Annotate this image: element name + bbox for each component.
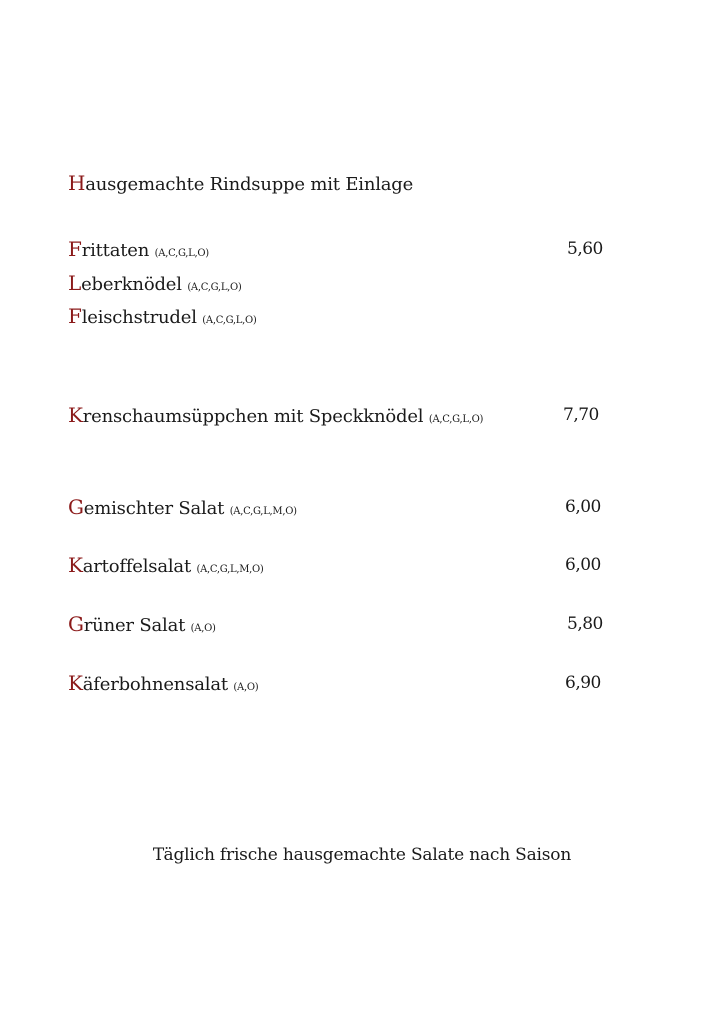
item-allergens: (A,C,G,L,O) [202,315,257,326]
item-initial: K [68,553,83,577]
item-initial: K [68,403,83,427]
menu-item-gemischter-salat [68,495,297,519]
item-allergens: (A,C,G,L,M,O) [229,506,297,517]
item-initial: G [68,495,84,519]
item-name: leischstrudel [81,307,197,328]
menu-item-fleischstrudel [68,304,257,328]
item-initial: F [68,237,82,261]
menu-item-gruener-salat [68,612,216,636]
item-allergens: (A,O) [190,623,216,634]
item-allergens: (A,O) [233,682,259,693]
price-frittaten: 5,60 [567,239,603,259]
soup-heading-text: ausgemachte Rindsuppe mit Einlage [85,174,414,195]
item-name: rittaten [81,240,150,261]
item-allergens: (A,C,G,L,O) [428,414,484,425]
item-name: artoffelsalat [82,556,191,577]
item-allergens: (A,C,G,L,M,O) [196,564,264,575]
item-name: äferbohnensalat [82,674,228,695]
item-name: eberknödel [81,274,182,295]
menu-item-frittaten [68,237,209,261]
price-kartoffelsalat: 6,00 [565,555,601,575]
menu-item-krenschaum [68,403,483,427]
price-kaeferbohnensalat: 6,90 [565,673,601,693]
item-initial: F [68,304,82,328]
item-allergens: (A,C,G,L,O) [154,248,209,259]
menu-item-kartoffelsalat [68,553,264,577]
soup-heading [68,171,413,195]
soup-heading-initial: H [68,171,86,195]
menu-item-leberknoedel [68,271,242,295]
price-gemischter-salat: 6,00 [565,497,601,517]
item-name: emischter Salat [83,498,225,519]
price-krenschaum: 7,70 [563,405,599,425]
item-initial: G [68,612,84,636]
footer-note: Täglich frische hausgemachte Salate nach Saison [152,845,572,865]
item-initial: K [68,671,83,695]
menu-item-kaeferbohnensalat [68,671,258,695]
price-gruener-salat: 5,80 [567,614,603,634]
item-name: rüner Salat [83,615,186,636]
item-initial: L [68,271,82,295]
item-allergens: (A,C,G,L,O) [187,282,242,293]
item-name: renschaumsüppchen mit Speckknödel [82,406,424,427]
